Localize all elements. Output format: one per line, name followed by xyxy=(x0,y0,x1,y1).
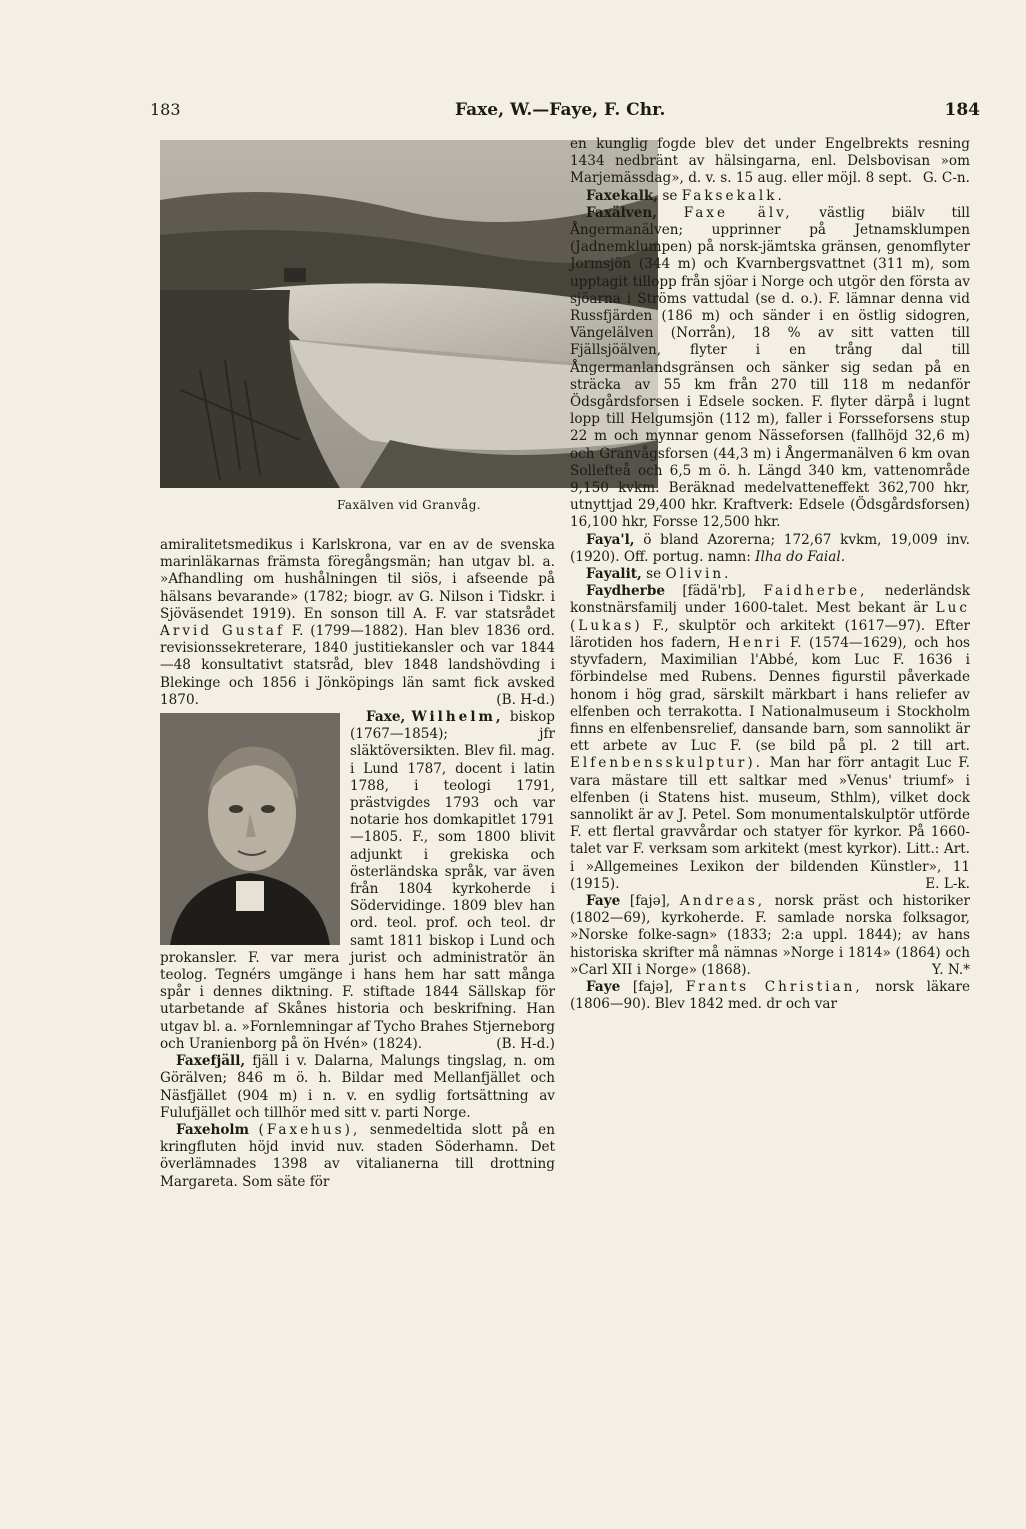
entry-heading: Faye xyxy=(586,978,621,995)
spaced-name: Frants Christian, xyxy=(685,978,863,995)
entry-faxe-wilhelm xyxy=(160,709,555,1053)
photo-caption: Faxälven vid Granvåg. xyxy=(337,498,481,512)
entry-fayalit xyxy=(570,566,970,583)
paragraph-faxeholm-cont xyxy=(570,136,970,188)
spaced-name: Faxe älv, xyxy=(683,204,793,221)
entry-text: senmedeltida slott på en kringfluten höjd invid nuv. staden Söderhamn. Det överlämnades 1398 av vitalianerna till drottning Margareta. Som säte för xyxy=(160,1121,555,1190)
signature: G. C-n. xyxy=(922,170,970,187)
text: en kunglig fogde blev det under Engelbrekts resning 1434 nedbränt av hälsingarna, enl. Delsbovisan »om Marjemässdag», d. v. s. 15 aug. eller möjl. 8 sept. xyxy=(570,136,970,187)
text: Man har förr antagit Luc F. vara mästare till ett saltkar med »Venus' triumf» i elfenben (i Statens hist. museum, Sthlm), vilket dock sannolikt är av J. Petel. Som monumentalskulptör utförde F. ett flertal gravvårdar och statyer för kyrkor. På 1660-talet var F. verksam som arkitekt (mest kyrkor). Litt.: Art. i »Allgemeines Lexikon der bildenden Künstler», 11 (1915). xyxy=(570,755,970,892)
text: F. (1799—1882). Han blev 1836 ord. revisionssekreterare, 1840 justitiekansler och var 1844—48 konsultativt statsråd, blev 1848 landshövding i Blekinge och 1856 i Jönköpings län samt fick avsked 1870. xyxy=(160,623,555,708)
entry-heading: Fayalit, xyxy=(586,566,642,583)
text: [fajə], xyxy=(632,978,674,995)
signature: (B. H-d.) xyxy=(496,691,555,708)
page-number-right: 184 xyxy=(944,100,980,120)
running-title: Faxe, W.—Faye, F. Chr. xyxy=(455,100,666,120)
entry-text: norsk präst och historiker (1802—69), kyrkoherde. F. samlade norska folksagor, »Norske folke-sagn» (1833; 2:a uppl. 1844); av hans historiska skrifter må nämnas »Norge i 1814» (1864) och »Carl XII i Norge» (1868). xyxy=(570,892,971,978)
entry-faye-andreas xyxy=(570,893,970,979)
text: [fajə], xyxy=(629,892,671,909)
entry-heading: Faxe, xyxy=(366,709,406,726)
entry-text: norsk läkare (1806—90). Blev 1842 med. dr och var xyxy=(570,978,970,1013)
spaced-name: Faksekalk. xyxy=(681,187,785,204)
spaced-name: Henri xyxy=(728,634,783,651)
spaced-name: Luc (Lukas) xyxy=(570,600,970,634)
page-header xyxy=(150,100,980,124)
spaced-name: Olivin. xyxy=(665,566,732,583)
text: se xyxy=(662,187,678,204)
spaced-name: Elfenbensskulptur). xyxy=(570,755,763,772)
signature: (B. H-d.) xyxy=(496,1035,555,1052)
text: F., skulptör och arkitekt (1617—97). Efter lärotiden hos fadern, xyxy=(570,617,971,651)
italic-name: Ilha do Faial. xyxy=(755,548,846,565)
spaced-name: Arvid Gustaf xyxy=(160,623,286,640)
entry-text: sedan på en sträcka av 55 km från 270 till 118 m nedanför Ödsgårdsforsen i Edsele socken. F. flyter därpå i lugnt lopp till Helgumsjön (112 m), faller i Forsseforsens stup 22 m och mynnar genom Nässeforsen (fallhöjd 32,6 m) och Granvågsforsen (44,3 m) i Ångermanälven 6 km ovan Sollefteå och 6,5 m ö. h. Längd 340 km, vattenområde 9,150 kvkm. Beräknad medelvatteneffekt 362,700 hkr, utnyttjad 29,400 hkr. Kraftverk: Edsele (Ödsgårdsforsen) 16,100 hkr, Forsse 12,500 hkr. xyxy=(570,359,970,531)
text: nederländsk konstnärsfamilj under 1600-talet. Mest bekant är xyxy=(570,583,971,617)
entry-heading: Faye xyxy=(586,892,621,909)
paragraph-faxe-anders-cont xyxy=(160,537,555,709)
text: [fädä'rb], xyxy=(682,583,747,600)
signature: Y. N.* xyxy=(931,961,970,978)
page-number-left: 183 xyxy=(150,100,181,119)
entry-faxekalk xyxy=(570,188,970,205)
right-column xyxy=(570,136,970,1013)
entry-text: biskop (1767—1854); jfr släktöversikten. Blev fil. mag. i Lund 1787, docent i latin 1788, i teologi 1791, prästvigdes 1793 och var notarie hos domkapitlet 1791 —1805. F., som 1800 blivit adjunkt i grekiska och österländska språk, var även från 1804 kyrkoherde i Södervidinge. 1809 blev han ord. teol. prof. och teol. dr samt 1811 biskop i Lund och prokansler. F. var mera jurist och administratör än teolog. Tegnérs umgänge i hans hem har satt många spår i dennes diktning. F. stiftade 1844 Sällskap för utarbetande af Skånes historia och beskrifning. Han utgav bl. a. »Fornlemningar af Tycho Brahes Stjerneborg och Uranienborg på ön Hvén» (1824). xyxy=(160,709,555,1052)
spaced-name: Wilhelm, xyxy=(411,709,504,726)
left-column xyxy=(160,537,555,1191)
entry-heading: Faxefjäll, xyxy=(176,1053,246,1070)
entry-heading: Faxälven, xyxy=(586,204,657,221)
spaced-name: Andreas, xyxy=(679,892,766,909)
entry-faydherbe xyxy=(570,583,970,893)
spaced-name: Faidherbe, xyxy=(763,583,868,600)
entry-heading: Faxekalk, xyxy=(586,187,659,204)
entry-faye-frants xyxy=(570,979,970,1013)
entry-text: fjäll i v. Dalarna, Malungs tingslag, n. om Görälven; 846 m ö. h. Bildar med Mellanfjället och Näsfjället (904 m) i n. v. en sydlig fortsättning av Fulufjället och tillhör med sitt v. parti Norge. xyxy=(160,1053,555,1121)
entry-text: ö bland Azorerna; 172,67 kvkm, 19,009 inv. (1920). Off. portug. namn: xyxy=(570,531,970,565)
entry-heading: Faya'l, xyxy=(586,531,635,548)
entry-text: västlig biälv till Ångermanälven; upprinner på Jetnamsklumpen (Jadnemklumpen) på norsk-jämtska gränsen, genomflyter Jormsjön (344 m) och Kvarnbergsvattnet (311 m), som upptagit tillopp från sjöar i Norge och utgör den första av sjöarna i Ströms vattudal (se d. o.). F. lämnar denna vid Russfjärden (186 m) och sänder i en östlig sidogren, Vängelälven (Norrån), 18 % av sitt vatten till Fjällsjöälven, flyter i en trång dal till Ångermanlandsgränsen och sänker sig xyxy=(570,204,970,376)
signature: E. L-k. xyxy=(925,875,970,892)
entry-faxeholm xyxy=(160,1122,555,1191)
text: F. (1574—1629), och hos styvfadern, Maximilian l'Abbé, kom Luc F. 1636 i förbindelse med Rubens. Dennes figurstil påverkade honom i hög grad, särskilt märkbart i hans reliefer av elfenben och terrakotta. I Nationalmuseum i Stockholm finns en elfenbensrelief, dansande barn, som sannolikt är ett arbete av Luc F. (se bild på pl. 2 till art. xyxy=(570,634,970,755)
entry-heading: Faxeholm xyxy=(176,1121,249,1138)
entry-faxefjall xyxy=(160,1053,555,1122)
entry-fayal xyxy=(570,532,970,566)
text: amiralitetsmedikus i Karlskrona, var en av de svenska marinläkarnas främsta föregångsmän; han utgav bl. a. »Afhandling om hushålningen til siös, i afseende på hälsans bevarande» (1782; biogr. av G. Nilson i Tidskr. i Sjöväsendet 1919). En sonson till A. F. var statsrådet xyxy=(160,537,555,622)
spaced-name: (Faxehus), xyxy=(258,1121,361,1138)
entry-heading: Faydherbe xyxy=(586,583,665,600)
entry-faxalven xyxy=(570,205,970,532)
portrait-photo xyxy=(160,713,340,945)
text: se xyxy=(646,566,662,583)
